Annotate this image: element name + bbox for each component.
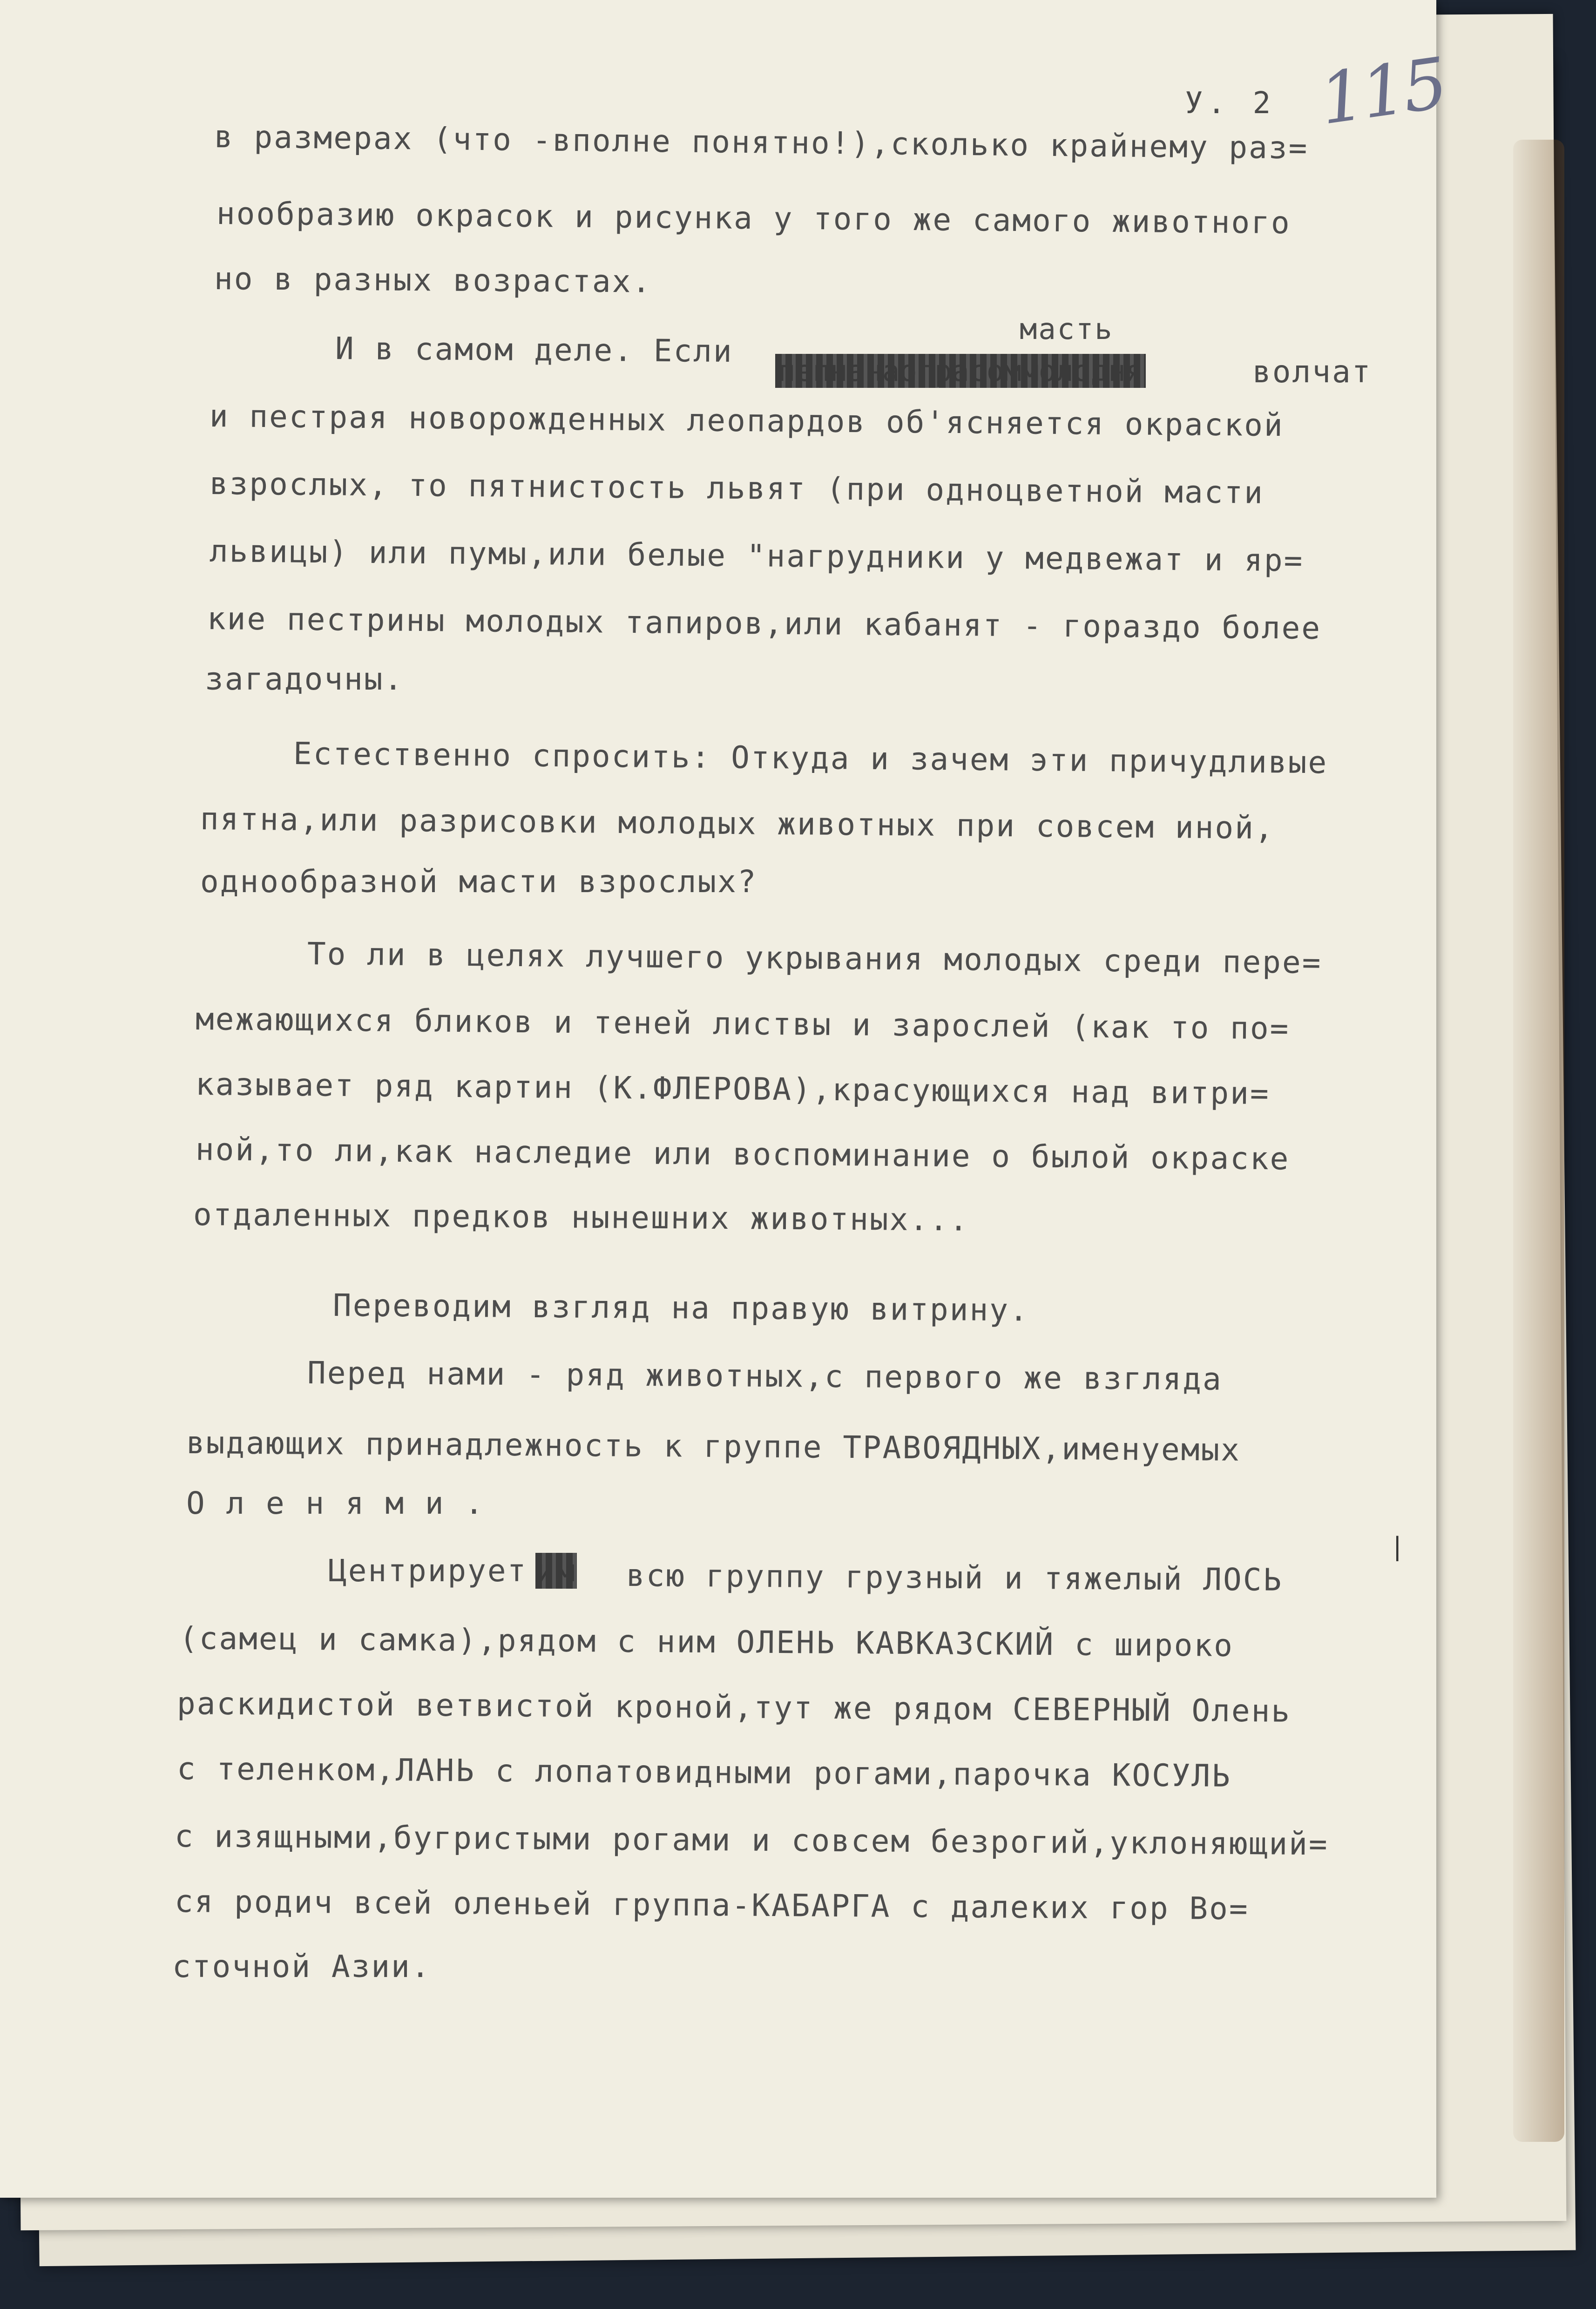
- typed-page-number: У. 2: [1185, 86, 1276, 121]
- text-line: То ли в целях лучшего укрывания молодых среди пере=: [307, 936, 1322, 981]
- text-line: ной,то ли,как наследие или воспоминание о былой окраске: [195, 1131, 1290, 1177]
- handwritten-insertion: масть: [1020, 312, 1114, 346]
- text-line: нообразию окрасок и рисунка у того же самого животного: [216, 196, 1291, 241]
- text-line: казывает ряд картин (К.ФЛЕРОВА),красующихся над витри=: [195, 1066, 1270, 1112]
- paper-edge-stain: [1513, 140, 1564, 2142]
- text-line: но в разных возрастах.: [214, 261, 652, 300]
- text-line: О л е н я м и .: [186, 1485, 485, 1521]
- text-line: раскидистой ветвистой кроной,тут же рядом СЕВЕРНЫЙ Олень: [176, 1686, 1292, 1729]
- margin-mark: |: [1390, 1532, 1405, 1561]
- text-line: с теленком,ЛАНЬ с лопатовидными рогами,парочка КОСУЛЬ: [176, 1751, 1232, 1794]
- text-line: однообразной масти взрослых?: [200, 864, 757, 900]
- text-line: Переводим взгляд на правую витрину.: [332, 1287, 1029, 1328]
- text-line: львицы) или пумы,или белые "нагрудники у медвежат и яр=: [209, 533, 1304, 579]
- text-line: И в самом деле. Если: [335, 331, 733, 369]
- text-line: пятна,или разрисовки молодых животных при совсем иной,: [200, 801, 1275, 846]
- text-line: Центрирует: [328, 1553, 527, 1589]
- text-line: ся родич всей оленьей группа-КАБАРГА с далеких гор Во=: [174, 1883, 1249, 1927]
- text-line: волчат: [1252, 354, 1372, 390]
- struck-out-text: пепнанаопрасоммолодня: [775, 354, 1146, 388]
- text-line: кие пестрины молодых тапиров,или кабанят - гораздо более: [207, 601, 1322, 646]
- struck-out-text: им: [536, 1553, 576, 1589]
- handwritten-page-number: 115: [1315, 43, 1450, 141]
- text-line: сточной Азии.: [172, 1949, 431, 1984]
- text-line: всю группу грузный и тяжелый ЛОСЬ: [626, 1557, 1283, 1598]
- text-line: загадочны.: [205, 661, 404, 697]
- text-line: отдаленных предков нынешних животных...: [193, 1197, 969, 1238]
- text-line: Естественно спросить: Откуда и зачем эти причудливые: [293, 736, 1328, 781]
- text-line: Перед нами - ряд животных,с первого же взгляда: [307, 1355, 1223, 1397]
- text-line: и пестрая новорожденных леопардов об'ясняется окраской: [209, 398, 1284, 444]
- text-line: с изящными,бугристыми рогами и совсем безрогий,уклоняющий=: [174, 1818, 1329, 1862]
- text-line: в размерах (что -вполне понятно!),сколько крайнему раз=: [214, 119, 1309, 166]
- text-line: выдающих принадлежность к группе ТРАВОЯДНЫХ,именуемых: [186, 1425, 1241, 1468]
- text-line: взрослых, то пятнистость львят (при одноцветной масти: [209, 466, 1265, 511]
- text-line: межающихся бликов и теней листвы и зарослей (как то по=: [195, 1001, 1290, 1047]
- text-line: (самец и самка),рядом с ним ОЛЕНЬ КАВКАЗСКИЙ с широко: [179, 1620, 1234, 1664]
